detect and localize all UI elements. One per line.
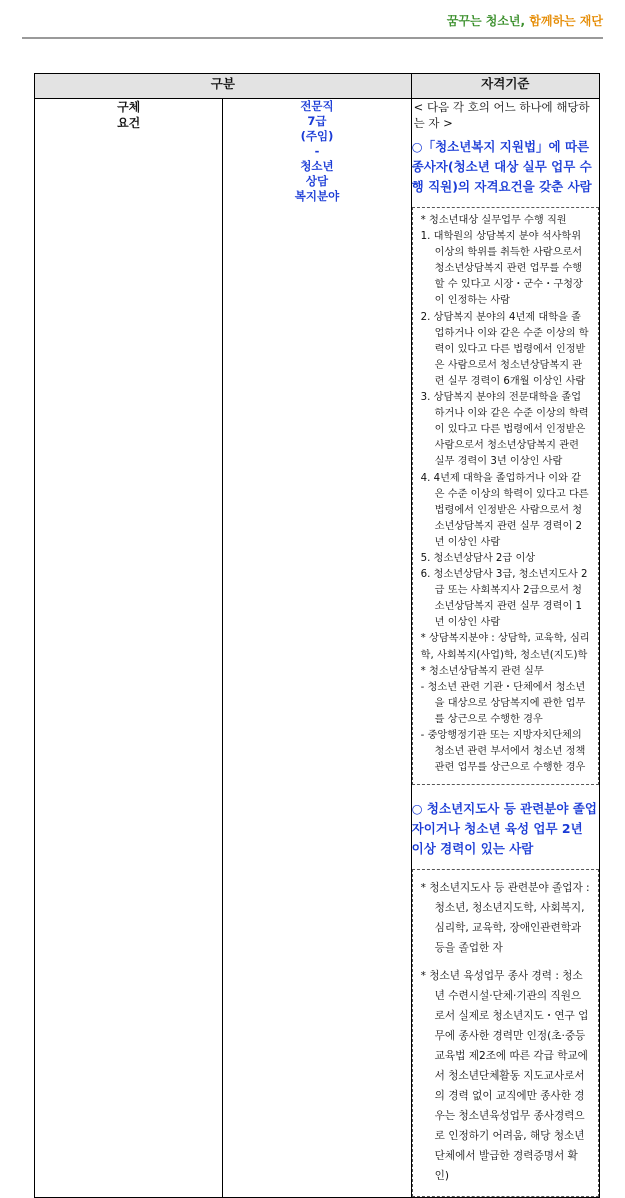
- list-item: * 상담복지분야 : 상담학, 교육학, 심리학, 사회복지(사업)학, 청소년(지도)학: [420, 633, 590, 661]
- section1-title: ○「청소년복지 지원법」에 따른 종사자(청소년 대상 실무 업무 수행 직원)의 자격요건을 갖춘 사람: [411, 139, 592, 194]
- list-item: 5. 청소년상담사 2급 이상: [420, 552, 536, 564]
- category-sub: [223, 99, 411, 1198]
- category-sub-text: 전문직 7급 (주임) - 청소년 상담 복지분야: [294, 99, 340, 203]
- list-item: 3. 상담복지 분야의 전문대학을 졸업하거나 이와 같은 수준 이상의 학력이 있다고 다른 법령에서 인정받은 사람으로서 청소년상담복지 관련 실무 경력이 3년 이상인 사람: [420, 392, 589, 468]
- slogan-part2: 함께하는 재단: [529, 14, 603, 28]
- category-main: [35, 99, 223, 1198]
- list-item: * 청소년 육성업무 종사 경력 : 청소년 수련시설·단체·기관의 직원으로서 실제로 청소년지도・연구 업무에 종사한 경력만 인정(초·중등 교육법 제2조에 따른 각급 학교에서 청소년단체활동 지도교사로서의 경력 없이 교직에만 종사한 경우는 청소년육성업무 종사경력으로 인정하기 어려움, 해당 청소년단체에서 발급한 경력증명서 확인): [420, 970, 589, 1183]
- list-item: - 청소년 관련 기관・단체에서 청소년을 대상으로 상담복지에 관한 업무를 상근으로 수행한 경우: [420, 681, 586, 725]
- list-item: 6. 청소년상담사 3급, 청소년지도사 2급 또는 사회복지사 2급으로서 청소년상담복지 관련 실무 경력이 1년 이상인 사람: [420, 569, 588, 629]
- table-row: [35, 99, 600, 1198]
- list-item: 2. 상담복지 분야의 4년제 대학을 졸업하거나 이와 같은 수준 이상의 학력이 있다고 다른 법령에서 인정받은 사람으로서 청소년상담복지 관련 실무 경력이 6개월 이상인 사람: [420, 311, 589, 387]
- section2-title: ○ 청소년지도사 등 관련분야 졸업자이거나 청소년 육성 업무 2년 이상 경력이 있는 사람: [411, 801, 597, 857]
- item-spacer: [421, 958, 590, 966]
- list-item: 4. 4년제 대학을 졸업하거나 이와 같은 수준 이상의 학력이 있다고 다른 법령에서 인정받은 사람으로서 청소년상담복지 관련 실무 경력이 2년 이상인 사람: [420, 472, 589, 548]
- category-main-text: 구체 요건: [117, 100, 141, 130]
- slogan-part1: 꿈꾸는 청소년,: [446, 14, 526, 28]
- header-criteria: 자격기준: [411, 74, 599, 99]
- list-item: - 중앙행정기관 또는 지방자치단체의 청소년 관련 부서에서 청소년 정책 관련 업무를 상근으로 수행한 경우: [420, 730, 586, 774]
- list-item: 1. 대학원의 상담복지 분야 석사학위 이상의 학위를 취득한 사람으로서 청소년상담복지 관련 업무를 수행할 수 있다고 시장・군수・구청장이 인정하는 사람: [420, 231, 583, 307]
- section1-box: [412, 207, 599, 785]
- list-item: * 청소년지도사 등 관련분야 졸업자 : 청소년, 청소년지도학, 사회복지, 심리학, 교육학, 장애인관련학과 등을 졸업한 자: [420, 882, 590, 955]
- intro-text: < 다음 각 호의 어느 하나에 해당하는 자 >: [413, 100, 590, 130]
- criteria-body: [411, 99, 599, 1198]
- section2-box: [412, 869, 599, 1197]
- list-item: * 청소년상담복지 관련 실무: [420, 665, 544, 677]
- slogan: [447, 12, 603, 29]
- table-header-row: [35, 74, 600, 99]
- header-rule: [22, 37, 603, 39]
- header-category: 구분: [35, 74, 412, 99]
- criteria-table: [34, 73, 600, 1198]
- list-item: * 청소년대상 실무업무 수행 직원: [420, 215, 567, 226]
